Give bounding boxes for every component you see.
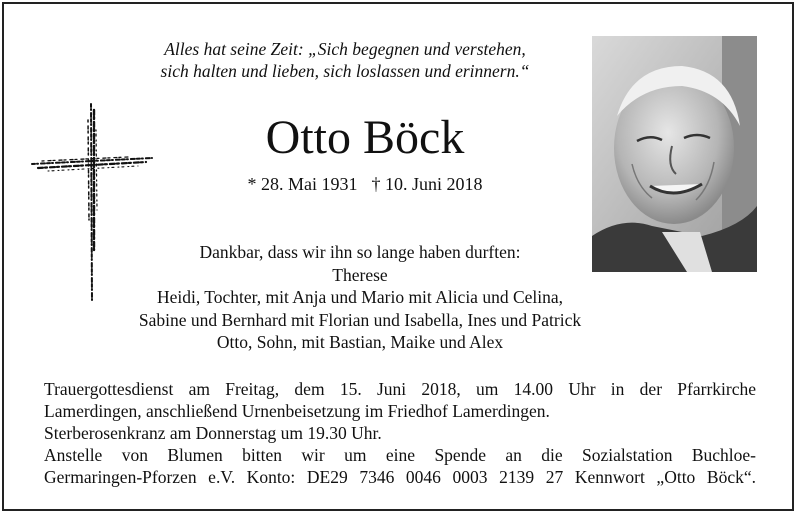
info-line: Trauergottesdienst am Freitag, dem 15. Juni 2018, um 14.00 Uhr in der Pfarrkirche [44,379,756,399]
family-intro: Dankbar, dass wir ihn so lange haben durften: [199,242,521,262]
birth-date: * 28. Mai 1931 [247,174,358,194]
service-info [44,378,756,488]
portrait-drawing [592,36,757,272]
life-dates [160,173,570,195]
quote-line-2: sich halten und lieben, sich loslassen und erinnern.“ [160,61,530,81]
quote-line-1: Alles hat seine Zeit: „Sich begegnen und verstehen, [164,39,526,59]
death-date: † 10. Juni 2018 [371,174,483,194]
portrait-photo [592,36,757,272]
info-line: Germaringen-Pforzen e.V. Konto: DE29 7346 0046 0003 2139 27 Kennwort „Otto Böck“. [44,467,756,487]
info-line: Anstelle von Blumen bitten wir um eine Spende an die Sozialstation Buchloe- [44,445,756,465]
info-line: Sterberosenkranz am Donnerstag um 19.30 Uhr. [44,423,382,443]
info-line: Lamerdingen, anschließend Urnenbeisetzung im Friedhof Lamerdingen. [44,401,550,421]
quote [110,38,580,82]
deceased-name: Otto Böck [265,111,465,164]
family-line: Heidi, Tochter, mit Anja und Mario mit Alicia und Celina, [156,287,564,307]
family-line: Sabine und Bernhard mit Florian und Isabella, Ines und Patrick [138,309,582,330]
family-line: Otto, Sohn, mit Bastian, Maike und Alex [216,332,504,352]
family-block [80,241,640,354]
family-line: Therese [332,264,388,285]
